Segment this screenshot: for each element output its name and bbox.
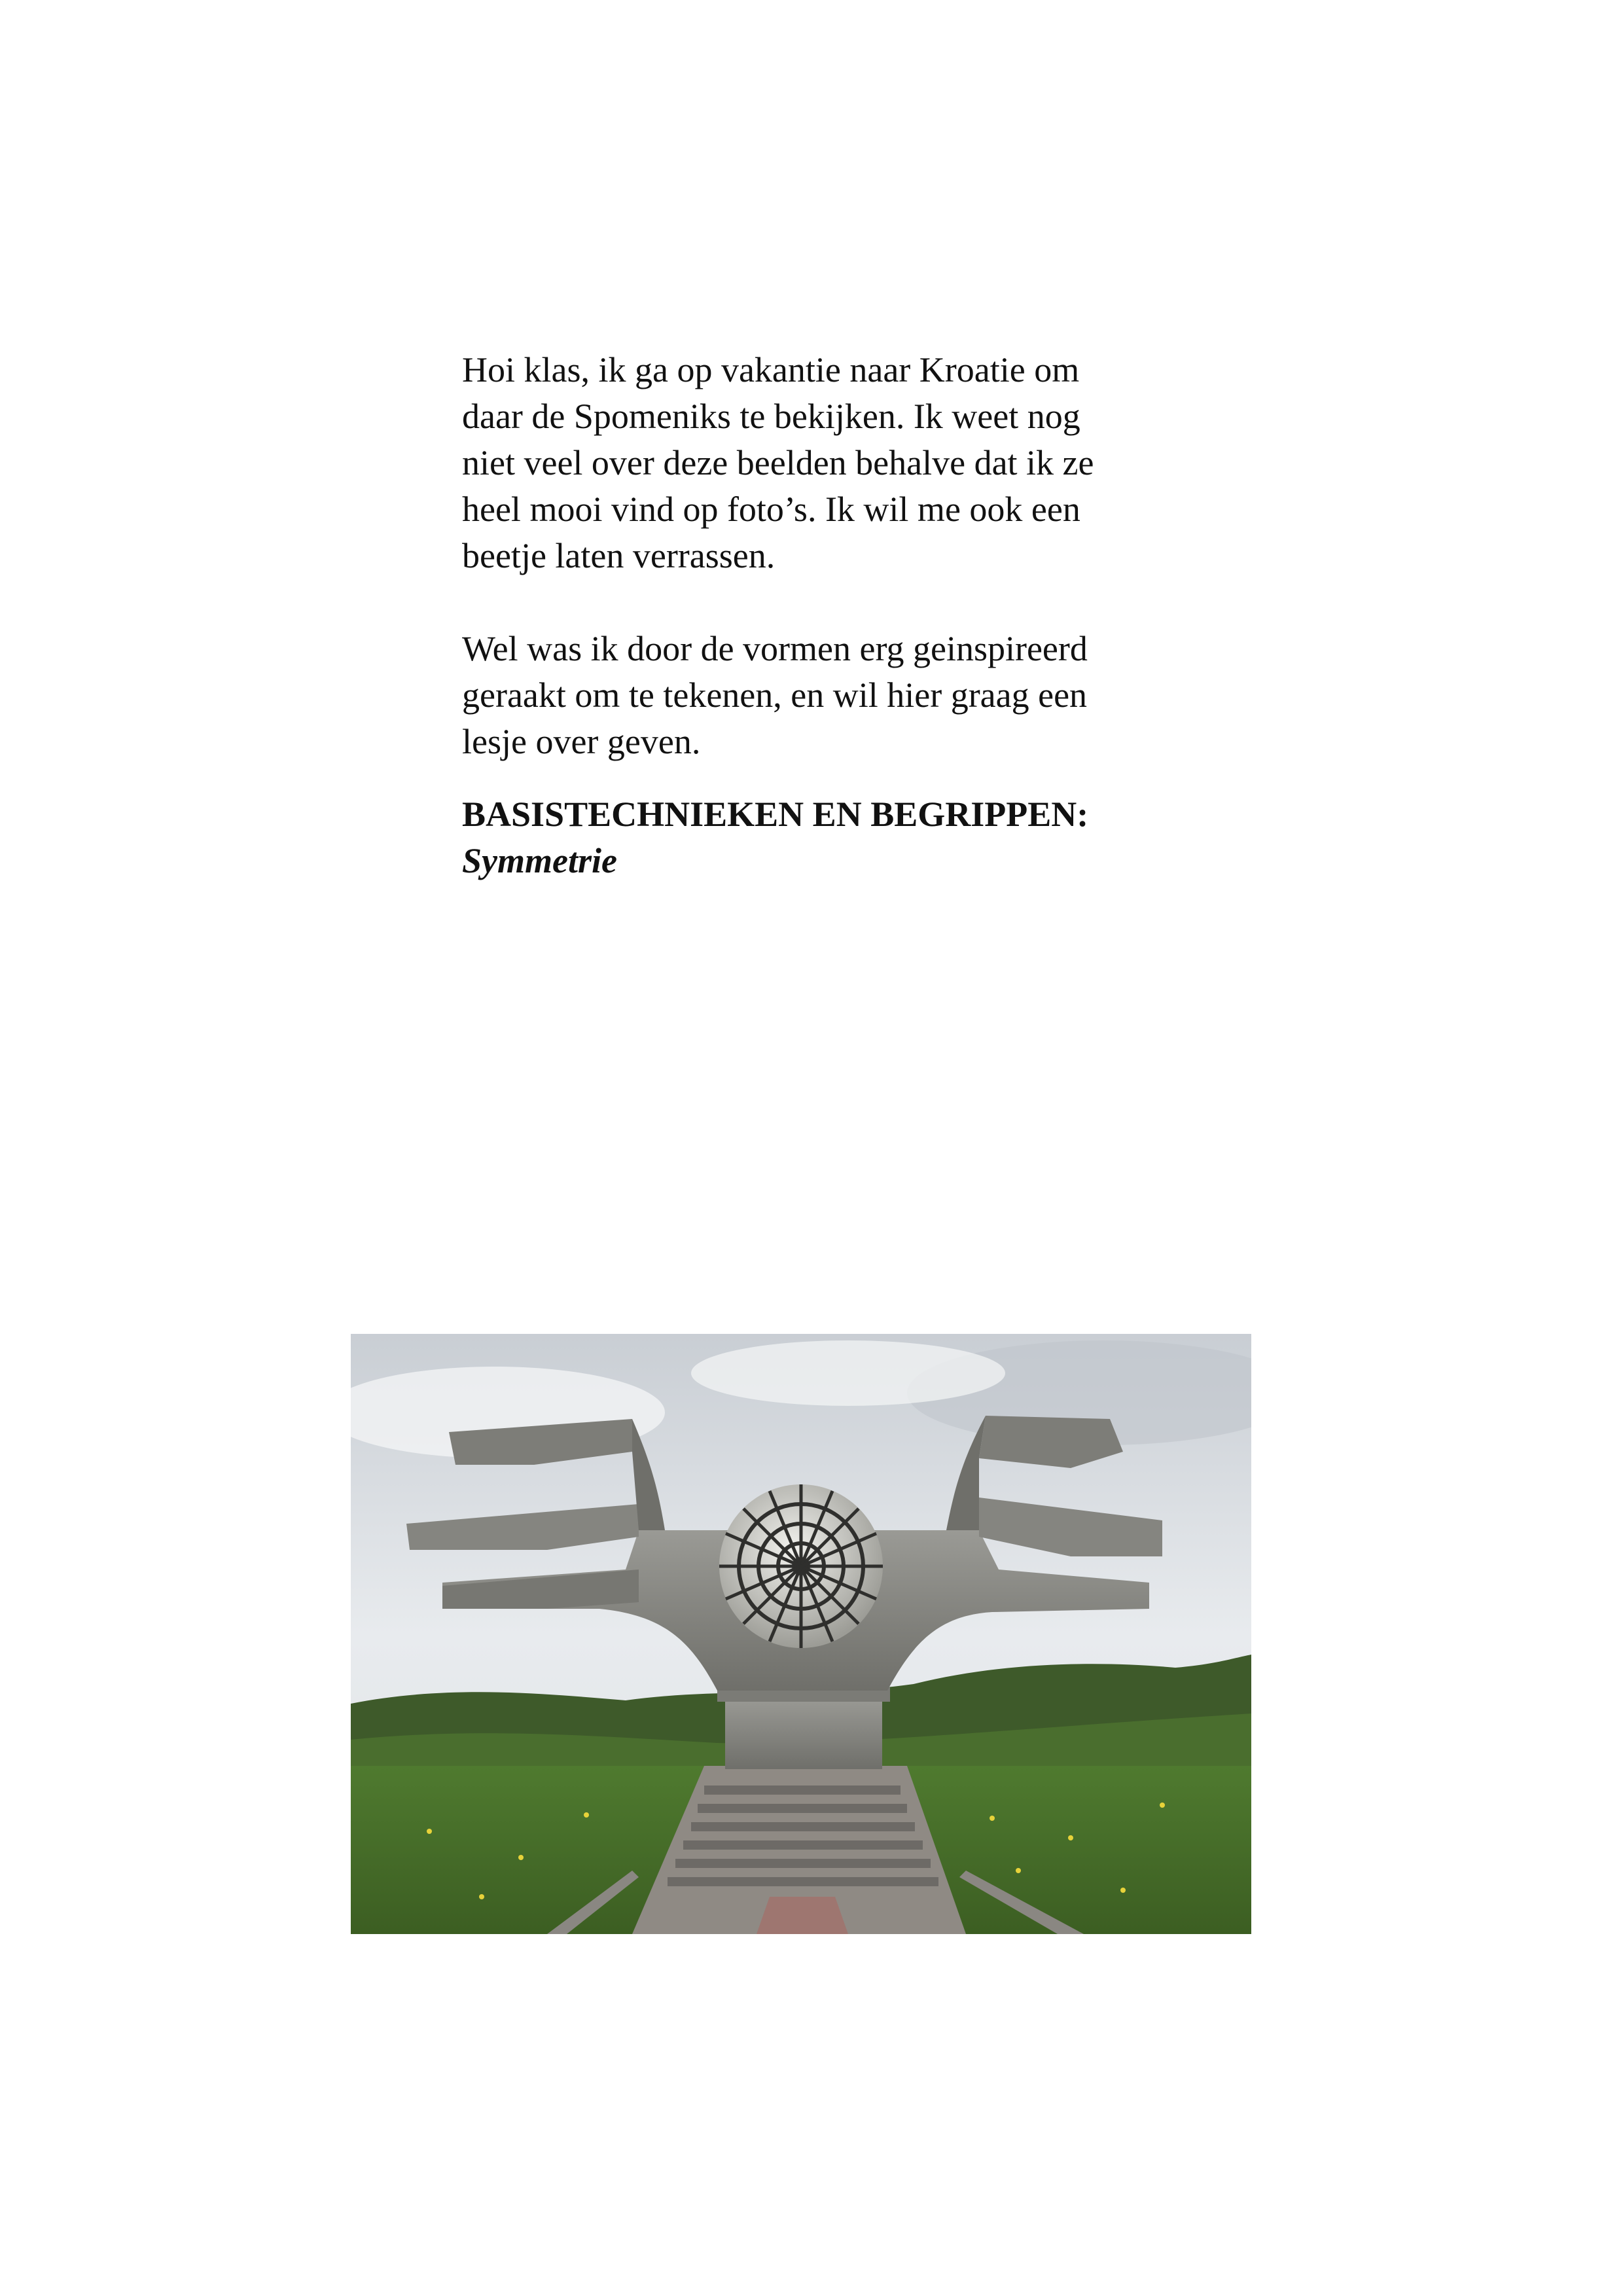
stair-step bbox=[691, 1822, 915, 1831]
section-heading bbox=[462, 791, 1182, 884]
intro-line: niet veel over deze beelden behalve dat ik ze bbox=[462, 443, 1094, 482]
intro-line: lesje over geven. bbox=[462, 722, 701, 761]
stair-step bbox=[668, 1877, 938, 1886]
dome-spokes bbox=[719, 1484, 883, 1648]
section-subheading: Symmetrie bbox=[462, 841, 617, 880]
intro-paragraph-1 bbox=[462, 347, 1182, 579]
stair-step bbox=[683, 1840, 923, 1850]
intro-line: geraakt om te tekenen, en wil hier graag een bbox=[462, 675, 1088, 715]
intro-line: beetje laten verrassen. bbox=[462, 536, 776, 575]
intro-paragraph-2 bbox=[462, 626, 1182, 765]
walkway-center bbox=[757, 1897, 848, 1934]
cloud bbox=[691, 1340, 1005, 1406]
section-heading-text: BASISTECHNIEKEN EN BEGRIPPEN: bbox=[462, 795, 1089, 834]
intro-line: heel mooi vind op foto’s. Ik wil me ook een bbox=[462, 490, 1080, 529]
spomenik-photo bbox=[351, 1334, 1251, 1934]
intro-line: Wel was ik door de vormen erg geinspireerd bbox=[462, 629, 1088, 668]
intro-line: Hoi klas, ik ga op vakantie naar Kroatie om bbox=[462, 350, 1080, 389]
stair-step bbox=[675, 1859, 931, 1868]
intro-line: daar de Spomeniks te bekijken. Ik weet nog bbox=[462, 397, 1080, 436]
pedestal bbox=[725, 1697, 882, 1769]
stair-step bbox=[704, 1785, 901, 1795]
stair-step bbox=[698, 1804, 907, 1813]
text-block bbox=[462, 347, 1182, 884]
